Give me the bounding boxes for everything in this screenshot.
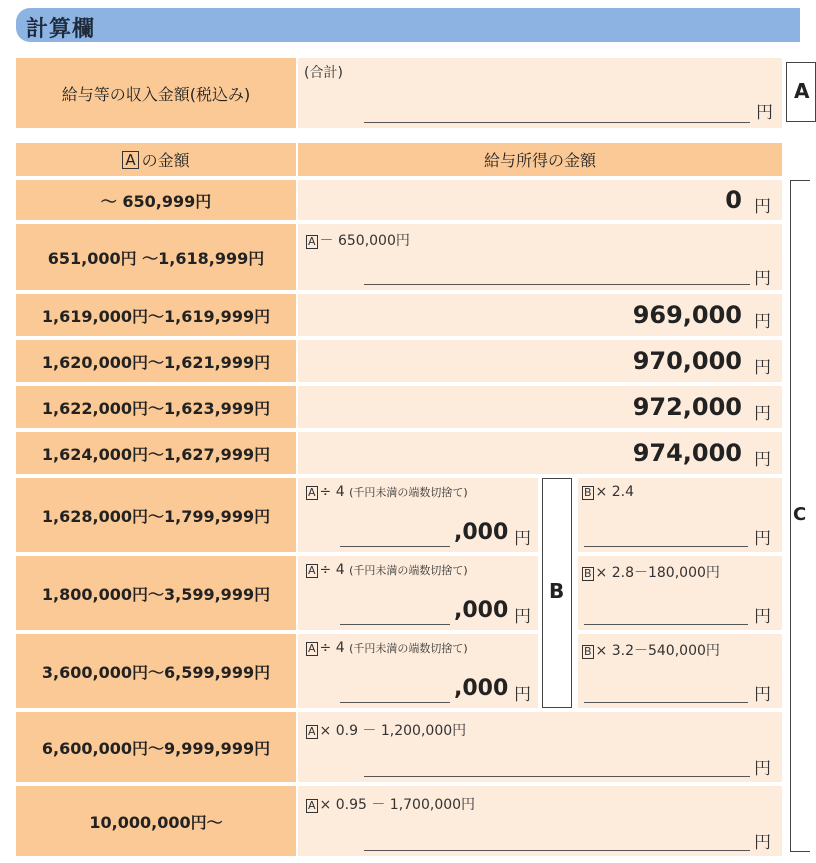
range-row-9: 6,600,000円～9,999,999円 <box>16 712 296 782</box>
income-label: 給与等の収入金額(税込み) <box>16 58 296 128</box>
yen-9: 円 <box>754 759 771 779</box>
formula-10: A × 0.95 － 1,700,000円 <box>308 797 476 813</box>
box-b-icon: B <box>584 486 592 499</box>
box-a-icon: A <box>308 725 316 738</box>
box-b-marker <box>542 478 572 708</box>
box-a-marker <box>786 62 816 122</box>
box-b-icon: B <box>584 567 592 580</box>
entry-line-6 <box>340 546 450 547</box>
range-row-2: 1,619,000円～1,619,999円 <box>16 294 296 336</box>
yen-7a: 円 <box>514 607 531 627</box>
range-row-1: 651,000円 ～1,618,999円 <box>16 224 296 290</box>
yen-2: 円 <box>754 312 771 332</box>
range-row-6: 1,628,000円～1,799,999円 <box>16 478 296 552</box>
formula-1: A － 650,000円 <box>308 233 410 249</box>
value-cell-0 <box>298 180 782 220</box>
entry-line-10 <box>364 850 750 851</box>
box-a-icon: A <box>122 151 138 169</box>
income-yen: 円 <box>756 103 773 123</box>
entry-line-9 <box>364 776 750 777</box>
range-row-3: 1,620,000円～1,621,999円 <box>16 340 296 382</box>
yen-0: 円 <box>754 197 771 217</box>
yen-6b: 円 <box>754 529 771 549</box>
formula-cell-9[interactable] <box>298 712 782 782</box>
range-row-4: 1,622,000円～1,623,999円 <box>16 386 296 428</box>
div4-formula-7: A ÷ 4 (千円未満の端数切捨て) <box>308 562 468 578</box>
box-a-icon: A <box>308 642 316 655</box>
mult-formula-7: B × 2.8－180,000円 <box>584 565 720 581</box>
box-b-letter: B <box>549 579 565 603</box>
entry-line-7b <box>584 624 748 625</box>
range-row-5: 1,624,000円～1,627,999円 <box>16 432 296 474</box>
value-cell-5 <box>298 432 782 474</box>
bracket-c-letter: C <box>793 504 807 525</box>
formula-cell-1[interactable] <box>298 224 782 290</box>
value-cell-3 <box>298 340 782 382</box>
income-sub-label: (合計) <box>304 65 343 81</box>
thousands-6: ,000 <box>454 520 509 545</box>
mult-cell-8[interactable] <box>578 634 782 708</box>
box-a-letter: A <box>794 79 810 103</box>
mult-cell-6[interactable] <box>578 478 782 552</box>
range-row-8: 3,600,000円～6,599,999円 <box>16 634 296 708</box>
header-amount-a-text: の金額 <box>141 151 190 170</box>
yen-6a: 円 <box>514 529 531 549</box>
yen-8a: 円 <box>514 685 531 705</box>
value-0: 0 <box>725 186 742 214</box>
yen-7b: 円 <box>754 607 771 627</box>
yen-10: 円 <box>754 833 771 853</box>
section-title: 計算欄 <box>26 17 96 42</box>
value-4: 972,000 <box>632 393 742 421</box>
thousands-8: ,000 <box>454 676 509 701</box>
entry-line-1 <box>364 284 750 285</box>
mult-formula-8: B × 3.2－540,000円 <box>584 643 720 659</box>
div4-formula-6: A ÷ 4 (千円未満の端数切捨て) <box>308 484 468 500</box>
formula-9: A × 0.9 － 1,200,000円 <box>308 723 467 739</box>
yen-8b: 円 <box>754 685 771 705</box>
entry-line-8b <box>584 702 748 703</box>
range-row-10: 10,000,000円～ <box>16 786 296 856</box>
range-row-7: 1,800,000円～3,599,999円 <box>16 556 296 630</box>
income-input-cell[interactable] <box>298 58 782 128</box>
thousands-7: ,000 <box>454 598 509 623</box>
header-amount-a <box>16 143 296 176</box>
box-a-icon: A <box>308 799 316 812</box>
mult-cell-7[interactable] <box>578 556 782 630</box>
income-entry-line <box>364 122 750 123</box>
div4-cell-6[interactable] <box>298 478 538 552</box>
value-3: 970,000 <box>632 347 742 375</box>
yen-1: 円 <box>754 269 771 289</box>
header-salary-income: 給与所得の金額 <box>298 143 782 176</box>
div4-cell-7[interactable] <box>298 556 538 630</box>
value-cell-4 <box>298 386 782 428</box>
entry-line-6b <box>584 546 748 547</box>
div4-formula-8: A ÷ 4 (千円未満の端数切捨て) <box>308 640 468 656</box>
mult-formula-6: B × 2.4 <box>584 484 634 500</box>
section-title-bar <box>16 8 800 42</box>
entry-line-7 <box>340 624 450 625</box>
yen-3: 円 <box>754 358 771 378</box>
formula-cell-10[interactable] <box>298 786 782 856</box>
box-a-icon: A <box>308 486 316 499</box>
value-cell-2 <box>298 294 782 336</box>
box-b-icon: B <box>584 645 592 658</box>
div4-cell-8[interactable] <box>298 634 538 708</box>
entry-line-8 <box>340 702 450 703</box>
box-a-icon: A <box>308 235 316 248</box>
value-2: 969,000 <box>632 301 742 329</box>
range-row-0: ～ 650,999円 <box>16 180 296 220</box>
box-a-icon: A <box>308 564 316 577</box>
yen-4: 円 <box>754 404 771 424</box>
yen-5: 円 <box>754 450 771 470</box>
value-5: 974,000 <box>632 439 742 467</box>
